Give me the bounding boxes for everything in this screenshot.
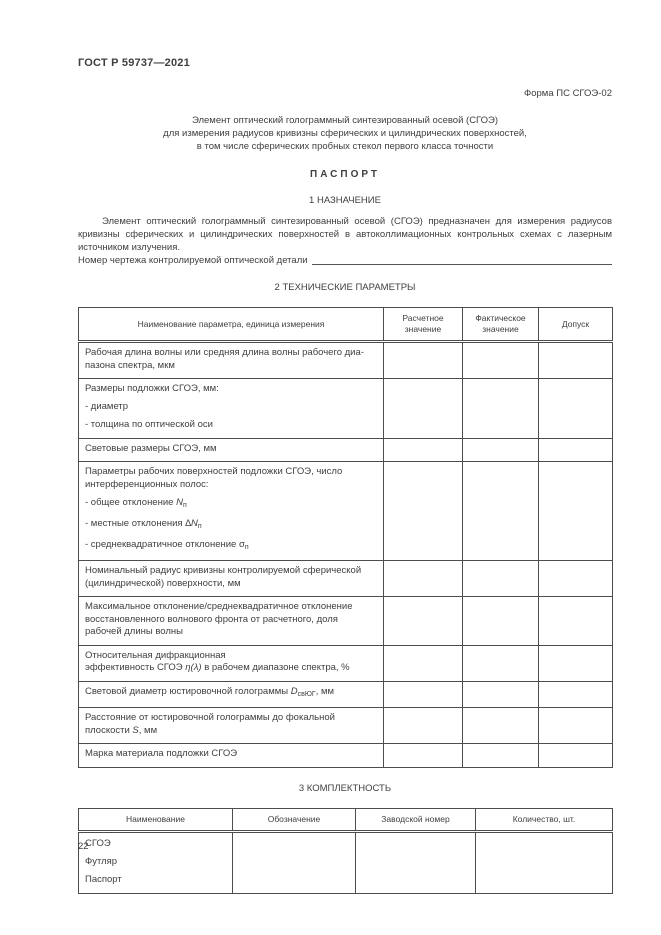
element-title: [78, 114, 612, 153]
drawing-number-row: [78, 254, 612, 267]
col-header-serial-number: Заводской номер: [356, 808, 476, 831]
col-header-calculated-value: Расчетное значение: [384, 308, 463, 342]
value-cell: [384, 744, 463, 768]
param-name-cell: Относительная дифракционная эффективность СГОЭ η(λ) в рабочем диапазоне спектра, %: [79, 645, 384, 681]
section-3-heading: 3 КОМПЛЕКТНОСТЬ: [298, 782, 392, 794]
param-name-cell: Расстояние от юстировочной голограммы до фокальной плоскости S, мм: [79, 708, 384, 744]
col-header-actual-value: Фактическое значение: [463, 308, 539, 342]
completeness-table-body: [79, 831, 613, 893]
table-row: [79, 645, 613, 681]
element-title-line-2: для измерения радиусов кривизны сферических и цилиндрических поверхностей,: [163, 128, 527, 139]
passport-heading: ПАСПОРТ: [310, 169, 380, 180]
param-name-cell: Световой диаметр юстировочной голограммы $D_{свЮГ}$, мм: [79, 681, 384, 708]
table-row: [79, 744, 613, 768]
equipment-item-sgoe: СГОЭ: [85, 837, 111, 849]
param-name-cell: Номинальный радиус кривизны контролируемой сферической (цилиндрической) поверхности, мм: [79, 561, 384, 597]
table-row: [79, 462, 613, 561]
table-row: [79, 597, 613, 646]
value-cell: [539, 462, 613, 561]
value-cell: [384, 645, 463, 681]
quantity-cell: [476, 831, 613, 893]
table-row: [79, 342, 613, 379]
col-header-quantity: Количество, шт.: [476, 808, 613, 831]
param-name-cell: Максимальное отклонение/среднеквадратичное отклонение восстановленного волнового фронта от расчетного, доля рабочей длины волны: [79, 597, 384, 646]
col-header-tolerance: Допуск: [539, 308, 613, 342]
value-cell: [384, 681, 463, 708]
value-cell: [539, 342, 613, 379]
param-name-cell: Размеры подложки СГОЭ, мм: - диаметр - толщина по оптической оси: [79, 379, 384, 439]
element-title-line-1: Элемент оптический голограммный синтезированный осевой (СГОЭ): [191, 115, 499, 126]
col-header-parameter-name: Наименование параметра, единица измерения: [79, 308, 384, 342]
value-cell: [384, 379, 463, 439]
value-cell: [463, 708, 539, 744]
param-name-cell: Марка материала подложки СГОЭ: [79, 744, 384, 768]
page-number: 22: [78, 841, 89, 852]
value-cell: [463, 681, 539, 708]
purpose-paragraph: Элемент оптический голограммный синтезированный осевой (СГОЭ) предназначен для измерения радиусов кривизны сферических и цилиндрических поверхностей в автоколлимационных контрольных схемах с лазерным источником излучения.: [78, 216, 612, 253]
value-cell: [539, 561, 613, 597]
value-cell: [463, 342, 539, 379]
header-row: [79, 808, 613, 831]
form-designation: Форма ПС СГОЭ-02: [524, 88, 612, 99]
value-cell: [539, 708, 613, 744]
table-row: [79, 438, 613, 462]
param-name-cell: Рабочая длина волны или средняя длина волны рабочего диа- пазона спектра, мкм: [79, 342, 384, 379]
value-cell: [384, 462, 463, 561]
value-cell: [539, 681, 613, 708]
element-title-line-3: в том числе сферических пробных стекол первого класса точности: [196, 141, 494, 152]
value-cell: [463, 561, 539, 597]
tech-params-table: [78, 307, 613, 768]
equipment-items-cell: [79, 831, 233, 893]
serial-number-cell: [356, 831, 476, 893]
completeness-table: [78, 808, 613, 894]
value-cell: [539, 597, 613, 646]
tech-params-table-header: [79, 308, 613, 342]
table-row: [79, 379, 613, 439]
value-cell: [463, 462, 539, 561]
table-row: [79, 681, 613, 708]
designation-cell: [233, 831, 356, 893]
table-row: [79, 561, 613, 597]
tech-params-table-body: [79, 342, 613, 768]
value-cell: [384, 561, 463, 597]
drawing-number-blank-field: [312, 254, 612, 265]
equipment-item-passport: Паспорт: [85, 873, 122, 885]
value-cell: [539, 645, 613, 681]
value-cell: [463, 379, 539, 439]
value-cell: [384, 438, 463, 462]
param-name-cell: Параметры рабочих поверхностей подложки СГОЭ, число интерференционных полос: - общее отклонение $N_п$ - местные отклонения $\Delta N_п$ - среднеквадратичное отклонение $\sigma_п$: [79, 462, 384, 561]
standard-code: ГОСТ Р 59737—2021: [78, 57, 190, 69]
completeness-table-header: [79, 808, 613, 831]
value-cell: [463, 744, 539, 768]
col-header-name: Наименование: [79, 808, 233, 831]
header-row: [79, 308, 613, 342]
value-cell: [384, 708, 463, 744]
value-cell: [384, 597, 463, 646]
section-2-heading: 2 ТЕХНИЧЕСКИЕ ПАРАМЕТРЫ: [274, 282, 416, 293]
section-1-heading: 1 НАЗНАЧЕНИЕ: [309, 195, 381, 206]
value-cell: [463, 597, 539, 646]
table-row: [79, 708, 613, 744]
param-name-cell: Световые размеры СГОЭ, мм: [79, 438, 384, 462]
value-cell: [463, 438, 539, 462]
value-cell: [539, 744, 613, 768]
drawing-number-label: Номер чертежа контролируемой оптической детали: [78, 255, 308, 266]
value-cell: [384, 342, 463, 379]
col-header-designation: Обозначение: [233, 808, 356, 831]
page-content: [78, 0, 612, 894]
table-row: [79, 831, 613, 893]
value-cell: [539, 379, 613, 439]
value-cell: [463, 645, 539, 681]
value-cell: [539, 438, 613, 462]
equipment-item-case: Футляр: [85, 855, 118, 867]
